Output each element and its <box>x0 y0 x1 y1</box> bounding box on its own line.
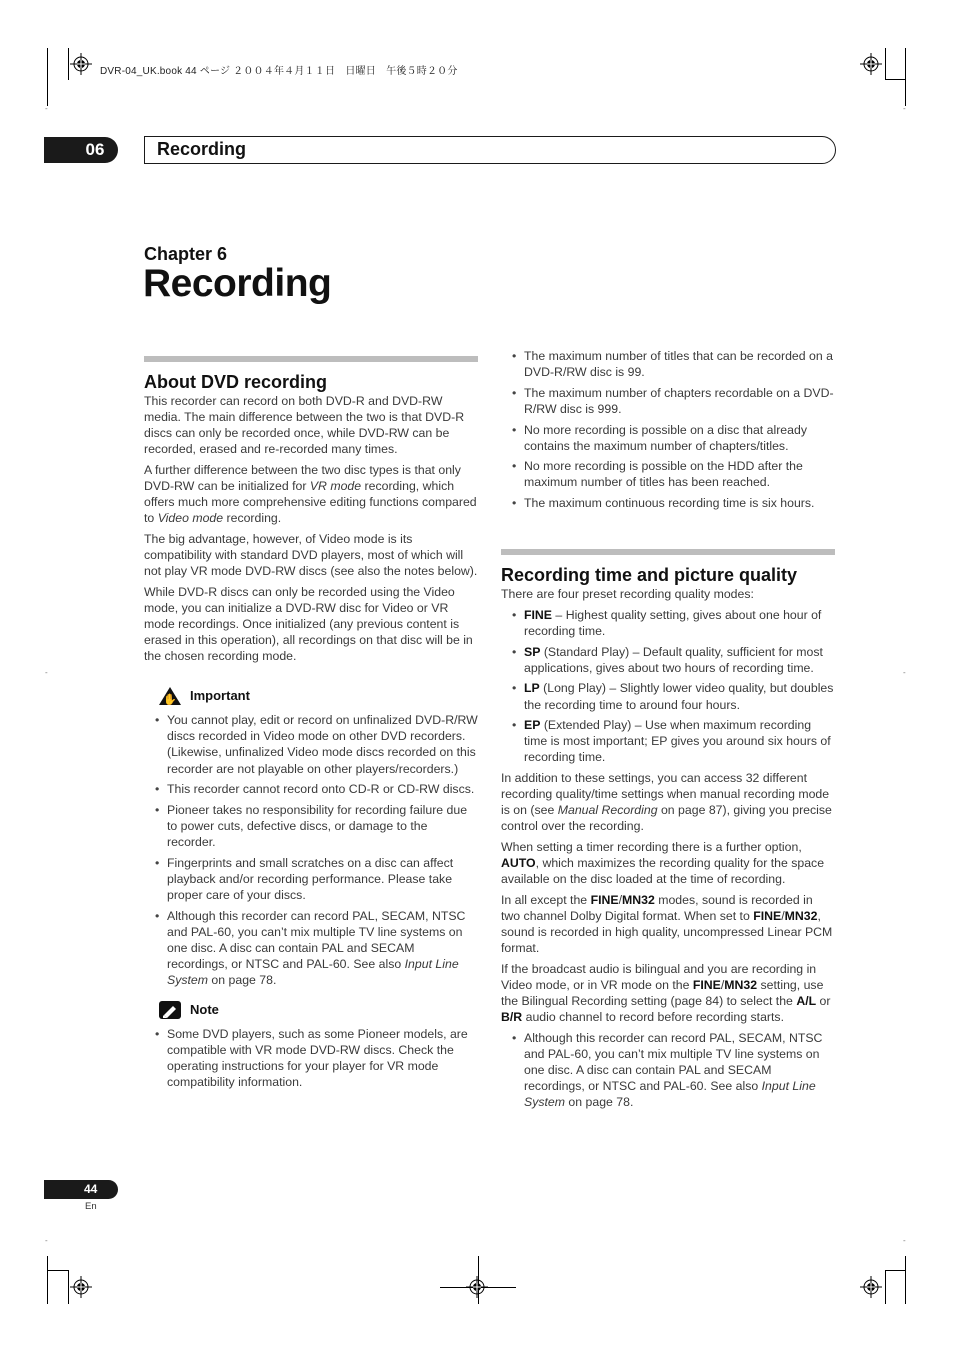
registration-mark-icon <box>860 53 882 75</box>
limits-list <box>501 348 835 511</box>
list-item: • Some DVD players, such as some Pioneer models, are compatible with VR mode DVD-RW discs. Check the operating instructions for your player for VR mode compatibility information. <box>167 1026 478 1090</box>
chapter-label: Chapter 6 <box>144 244 228 264</box>
tv-system-list <box>501 1030 835 1110</box>
list-item: • No more recording is possible on the HDD after the maximum number of titles has been reached. <box>524 458 835 490</box>
list-item: • SP (Standard Play) – Default quality, sufficient for most applications, gives about two hours of recording time. <box>524 644 835 676</box>
list-item: • Although this recorder can record PAL, SECAM, NTSC and PAL-60, you can’t mix multiple TV line systems on one disc. A disc can contain PAL and SECAM recordings, or NTSC and PAL-60. See also Input Line System on page 78. <box>167 908 478 988</box>
important-header <box>158 686 478 706</box>
list-item: • You cannot play, edit or record on unfinalized DVD-R/RW discs recorded in Video mode on other DVD recorders. (Likewise, unfinalized Video mode discs recorded on this recorder are not playable on other players/recorders.) <box>167 712 478 776</box>
section-rule <box>501 549 835 555</box>
warning-icon <box>158 686 182 706</box>
list-item: • Fingerprints and small scratches on a disc can affect playback and/or recording performance. Please take proper care of your discs. <box>167 855 478 903</box>
list-item: • The maximum number of chapters recordable on a DVD-R/RW disc is 999. <box>524 385 835 417</box>
important-label: Important <box>190 688 250 704</box>
note-label: Note <box>190 1002 219 1018</box>
paragraph: The big advantage, however, of Video mode is its compatibility with standard DVD players, most of which will not play VR mode DVD-RW discs (see also the notes below). <box>144 531 478 579</box>
edge-tick: - <box>903 1236 906 1245</box>
paragraph: If the broadcast audio is bilingual and you are recording in Video mode, or in VR mode on the FINE/MN32 setting, use the Bilingual Recording setting (page 84) to select the A/L or B/R audio channel to record before recording starts. <box>501 961 831 1025</box>
note-pencil-icon <box>158 1000 182 1020</box>
note-header <box>158 1000 478 1020</box>
paragraph: This recorder can record on both DVD-R and DVD-RW media. The main difference between the two is that DVD-R discs can only be recorded once, while DVD-RW can be recorded, erased and re-recorded many times. <box>144 394 465 457</box>
list-item: • Pioneer takes no responsibility for recording failure due to power cuts, defective discs, or damage to the recorder. <box>167 802 478 850</box>
page-title: Recording <box>143 262 332 305</box>
left-column <box>144 356 478 1095</box>
section-rule <box>144 356 478 362</box>
edge-tick: - <box>903 668 906 677</box>
paragraph: There are four preset recording quality modes: <box>501 587 754 602</box>
recording-time-heading: Recording time and picture quality <box>501 565 798 586</box>
about-dvd-heading: About DVD recording <box>144 372 327 392</box>
list-item: • This recorder cannot record onto CD-R or CD-RW discs. <box>167 781 478 797</box>
registration-mark-icon <box>466 1276 488 1298</box>
edge-tick: - <box>45 1236 48 1245</box>
list-item: • FINE – Highest quality setting, gives about one hour of recording time. <box>524 607 835 639</box>
section-title: Recording <box>157 139 247 159</box>
registration-mark-icon <box>860 1276 882 1298</box>
svg-text:✋: ✋ <box>163 693 177 707</box>
edge-tick: - <box>45 668 48 677</box>
chapter-number: 06 <box>85 140 105 159</box>
list-item: • EP (Extended Play) – Use when maximum recording time is most important; EP gives you around six hours of recording time. <box>524 717 835 765</box>
list-item: • Although this recorder can record PAL, SECAM, NTSC and PAL-60, you can’t mix multiple TV line systems on one disc. A disc can contain PAL and SECAM recordings, or NTSC and PAL-60. See also Input Line System on page 78. <box>524 1030 835 1110</box>
page-number-tab <box>44 1180 118 1199</box>
right-column <box>501 348 835 1115</box>
paragraph: In all except the FINE/MN32 modes, sound is recorded in two channel Dolby Digital format. When set to FINE/MN32, sound is recorded in high quality, uncompressed Linear PCM format. <box>501 892 833 956</box>
registration-mark-icon <box>70 1276 92 1298</box>
important-list <box>144 712 478 988</box>
paragraph: A further difference between the two disc types is that only DVD-RW can be initialized for VR mode recording, which offers much more comprehensive editing functions compared to Video mode recording. <box>144 462 477 526</box>
modes-list <box>501 607 835 766</box>
paragraph: In addition to these settings, you can access 32 different recording quality/time settings when manual recording mode is on (see Manual Recording on page 87), giving you precise control over the recording. <box>501 771 832 834</box>
note-list <box>144 1026 478 1090</box>
paragraph: When setting a timer recording there is a further option, AUTO, which maximizes the recording quality for the space available on the disc loaded at the time of recording. <box>501 840 825 887</box>
edge-tick: - <box>903 104 906 113</box>
section-header-bar <box>144 136 836 164</box>
edge-tick: - <box>45 104 48 113</box>
print-info: DVR-04_UK.book 44 ページ ２００４年４月１１日 日曜日 午後５時２０分 <box>100 66 458 77</box>
page-language: En <box>85 1201 97 1212</box>
page-number: 44 <box>84 1182 98 1196</box>
paragraph: While DVD-R discs can only be recorded using the Video mode, you can initialize a DVD-RW disc for Video or VR mode recordings. Once initialized (any previous content is erased in this operation), all recordings on that disc will be in the chosen recording mode. <box>144 584 473 664</box>
list-item: • No more recording is possible on a disc that already contains the maximum number of chapters/titles. <box>524 422 835 454</box>
registration-mark-icon <box>70 53 92 75</box>
chapter-number-tab <box>44 137 118 163</box>
list-item: • LP (Long Play) – Slightly lower video quality, but doubles the recording time to around four hours. <box>524 680 835 712</box>
list-item: • The maximum number of titles that can be recorded on a DVD-R/RW disc is 99. <box>524 348 835 380</box>
list-item: • The maximum continuous recording time is six hours. <box>524 495 835 511</box>
